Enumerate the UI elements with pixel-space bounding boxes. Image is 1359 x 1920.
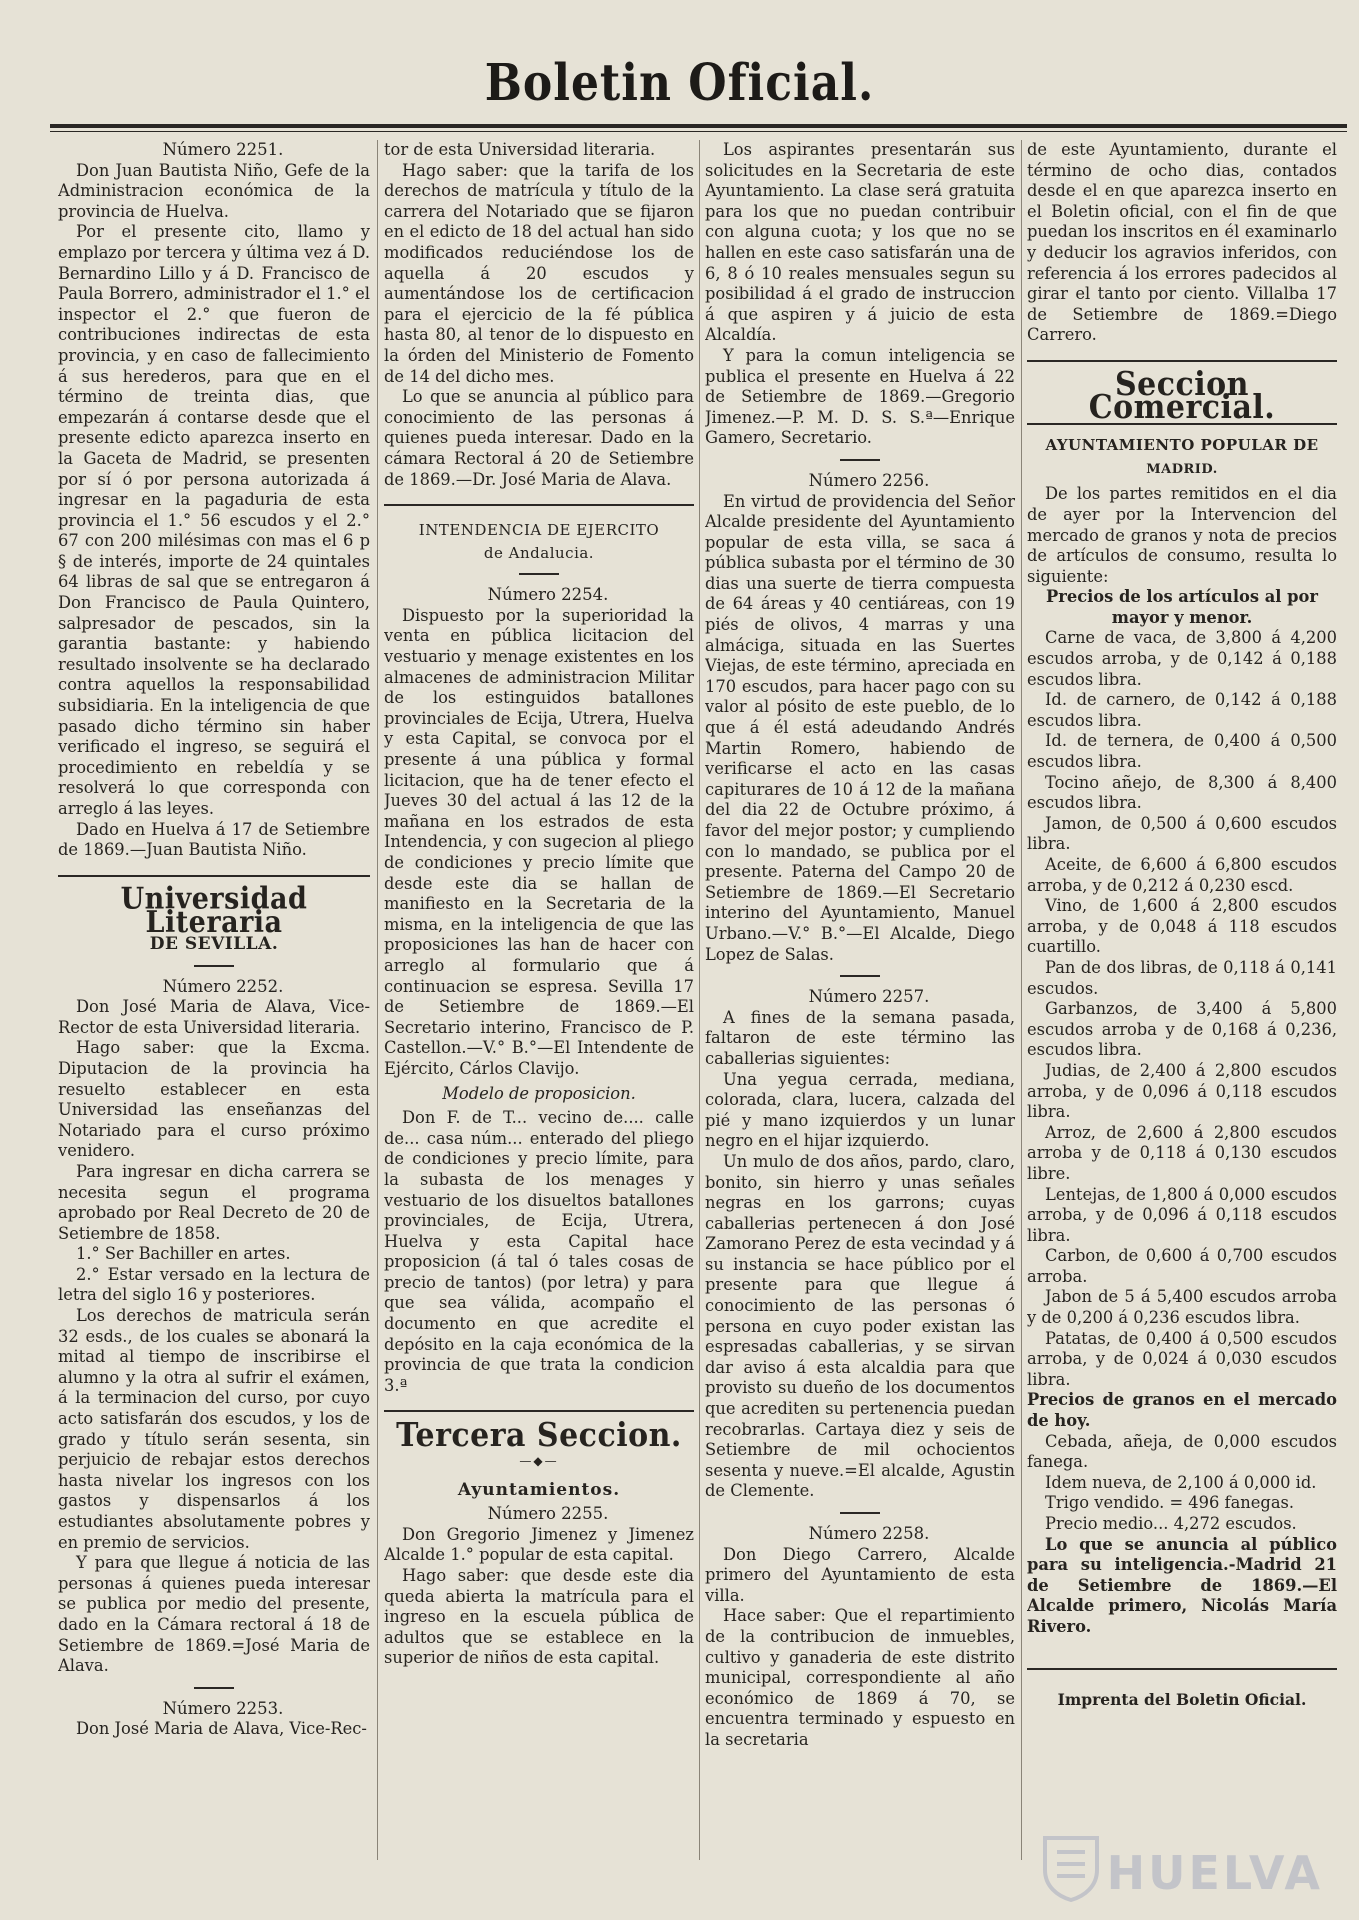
notice-number: Número 2253. — [162, 1698, 284, 1718]
notice-body: Don F. de T... vecino de.... calle de... casa núm... enterado del pliego de condiciones y precio límite, para la subasta de los menages y vestuario de los disueltos batallones provinciales, de Ecija, Utrera, Huelva y esta Capital hace proposicion (á tal ó tales cosas de precio de tantos) (por letra) y para que sea válida, acompaño el documento en que acredite el depósito en la caja económica de la provincia de que trata la condicion 3.ª — [384, 1108, 694, 1395]
notice-heading: Don Gregorio Jimenez y Jimenez Alcalde 1.° popular de esta capital. — [384, 1524, 694, 1565]
price-item: Patatas, de 0,400 á 0,500 escudos arroba, y de 0,024 á 0,030 escudos libra. — [1027, 1328, 1337, 1389]
column-4 — [1027, 140, 1337, 1900]
section-subtitle-ayuntamientos: Ayuntamientos. — [457, 1479, 621, 1500]
notice-continuation: tor de esta Universidad literaria. — [384, 140, 656, 159]
price-item: Judias, de 2,400 á 2,800 escudos arroba, y de 0,096 á 0,118 escudos libra. — [1027, 1060, 1337, 1122]
price-item: Tocino añejo, de 8,300 á 8,400 escudos libra. — [1027, 772, 1337, 813]
notice-body: Hago saber: que la tarifa de los derechos de matrícula y título de la carrera del Notariado que se fijaron en el edicto de 18 del actual han sido modificados reduciéndose los de aquella á 20 escudos y aumentándose los de certificacion para el ejercicio de la fé pública hasta 80, al tenor de lo dispuesto en la órden del Ministerio de Fomento de 14 del dicho mes. — [384, 160, 694, 386]
notice-body: Un mulo de dos años, pardo, claro, bonito, sin hierro y unas señales negras en los garrons; cuyas caballerias pertenecen á don José Zamorano Perez de esta vecindad y á su instancia se hace público por el presente para que llegue á conocimiento de las personas ó persona en cuyo poder existan las espresadas caballerias, y se sirvan dar aviso á esta alcaldia para que provisto su dueño de los documentos que acrediten su pertenencia puedan recobrarlas. Cartaya diez y seis de Setiembre de mil ochocientos sesenta y nueve.=El alcalde, Agustin de Clemente. — [705, 1151, 1015, 1501]
section-rule — [1027, 1668, 1337, 1670]
notice-body: Y para que llegue á noticia de las personas á quienes pueda interesar se publica por medio del presente, dado en la Cámara rectoral á 18 de Setiembre de 1869.=José Maria de Alava. — [58, 1553, 370, 1676]
notice-number: Número 2258. — [808, 1524, 930, 1543]
section-rule — [384, 504, 694, 506]
notice-heading: Don Juan Bautista Niño, Gefe de la Administracion económica de la provincia de Huelva. — [58, 160, 370, 221]
archive-watermark — [1023, 1836, 1323, 1908]
notice-body: Dispuesto por la superioridad la venta en pública licitacion del vestuario y menage existentes en los almacenes de administracion Militar de los estinguidos batallones provinciales de Ecija, Utrera, Huelva y esta Capital, se convoca por el presente á una pública y formal licitacion, que ha de tener efecto el Jueves 30 del actual á las 12 de la mañana en los estrados de esta Intendencia, y con sugecion al pliego de condiciones y precio límite que desde este dia se hallan de manifiesto en la Secretaria de la misma, en la inteligencia de que las proposiciones las han de hacer con arreglo al formulario que á continuacion se espresa. Sevilla 17 de Setiembre de 1869.—El Secretario interino, Francisco de P. Castellon.—V.° B.°—El Intendente de Ejército, Cárlos Clavijo. — [384, 605, 694, 1078]
short-rule — [194, 965, 234, 967]
subheading-madrid: MADRID. — [1146, 461, 1218, 477]
section-subtitle: DE SEVILLA. — [149, 933, 279, 954]
notice-body: Hago saber: que desde este dia queda abierta la matrícula para el ingreso en la escuela pública de adultos que se establece en la superior de niños de esta capital. — [384, 1566, 694, 1668]
notice-body: Por el presente cito, llamo y emplazo por tercera y última vez á D. Bernardino Lillo y á D. Francisco de Paula Borrero, administrador el 1.° el inspector el 2.° que fueron de contribuciones indirectas de esta provincia, y en caso de fallecimiento á sus herederos, para que en el término de treinta dias, que empezarán á contarse desde que el presente edicto aparezca inserto en la Gaceta de Madrid, se presenten por sí ó por persona autorizada á ingresar en la pagaduria de esta provincia el 1.° 56 escudos y el 2.° 67 con 200 milésimas con mas el 6 p § de interés, importe de 24 quintales 64 libras de sal que se entregaron á Don Francisco de Paula Quintero, salpresador de pescados, sin la garantia bastante: y habiendo resultado insolvente se ha declarado contra aquellos la responsabilidad subsidiaria. En la inteligencia de que pasado dicho término sin haber verificado el ingreso, se seguirá el procedimiento en rebeldía y se resolverá lo que corresponda con arreglo á las leyes. — [58, 222, 370, 818]
notice-signature: Dado en Huelva á 17 de Setiembre de 1869.—Juan Bautista Niño. — [58, 819, 370, 860]
section-subtitle: de Andalucia. — [483, 543, 595, 562]
section-title-universidad: Universidad Literaria — [120, 882, 308, 939]
notice-number: Número 2252. — [162, 976, 284, 996]
section-rule — [1027, 360, 1337, 362]
price-item: Id. de carnero, de 0,142 á 0,188 escudos libra. — [1027, 690, 1337, 730]
price-item: Jamon, de 0,500 á 0,600 escudos libra. — [1027, 813, 1337, 854]
watermark-text: HUELVA — [1106, 1846, 1323, 1900]
short-rule — [840, 1512, 880, 1514]
notice-number: Número 2257. — [808, 987, 930, 1007]
notice-number: Número 2251. — [162, 140, 284, 159]
notice-heading: Don Diego Carrero, Alcalde primero del Ayuntamiento de esta villa. — [705, 1544, 1015, 1605]
grain-item: Cebada, añeja, de 0,000 escudos fanega. — [1027, 1431, 1337, 1472]
notice-list-item: 1.° Ser Bachiller en artes. — [76, 1244, 291, 1264]
section-title-comercial: Seccion Comercial. — [1088, 365, 1276, 427]
short-rule — [840, 975, 880, 977]
ornament: —◆— — [519, 1454, 559, 1469]
notice-number: Número 2254. — [487, 585, 609, 605]
price-item: Carne de vaca, de 3,800 á 4,200 escudos arroba, y de 0,142 á 0,188 escudos libra. — [1027, 628, 1337, 689]
notice-body: Y para la comun inteligencia se publica el presente en Huelva á 22 de Setiembre de 1869.—Gregorio Jimenez.—P. M. D. S. S.ª—Enrique Gamero, Secretario. — [705, 345, 1015, 448]
price-item: Pan de dos libras, de 0,118 á 0,141 escudos. — [1027, 957, 1337, 998]
short-rule — [840, 459, 880, 461]
notice-body: Una yegua cerrada, mediana, colorada, clara, lucera, calzada del pié y mano izquierdos y un lunar negro en el hijar izquierdo. — [705, 1069, 1015, 1151]
price-item: Id. de ternera, de 0,400 á 0,500 escudos libra. — [1027, 731, 1337, 772]
masthead-rule — [50, 124, 1347, 128]
notice-body: En virtud de providencia del Señor Alcalde presidente del Ayuntamiento popular de esta villa, se saca á pública subasta por el término de 30 dias una suerte de tierra compuesta de 64 áreas y 40 centiáreas, con 19 piés de olivos, 4 marras y una almáciga, situada en las Suertes Viejas, de este término, apreciada en 170 escudos, para hacer pago con su valor al pósito de este pueblo, de lo que á él está adeudando Andrés Martin Romero, habiendo de verificarse el acto en las casas capiturares de 10 á 12 de la mañana del dia 22 de Octubre próximo, á favor del mejor postor; y cumpliendo con lo mandado, se publica por el presente. Paterna del Campo 20 de Setiembre de 1869.—El Secretario interino del Ayuntamiento, Manuel Urbano.—V.° B.°—El Alcalde, Diego Lopez de Salas. — [705, 491, 1015, 964]
notice-continuation: de este Ayuntamiento, durante el término de ocho dias, contados desde el en que aparezca inserto en el Boletin oficial, con el fin de que puedan los inscritos en él examinarlo y deducir los agravios inferidos, con referencia á los errores padecidos al girar el tanto por ciento. Villalba 17 de Setiembre de 1869.=Diego Carrero. — [1027, 140, 1337, 345]
notice-body: A fines de la semana pasada, faltaron de este término las caballerias siguientes: — [705, 1007, 1015, 1068]
notice-number: Número 2255. — [487, 1504, 609, 1524]
shield-icon — [1041, 1834, 1101, 1902]
closing-notice: Lo que se anuncia al público para su inteligencia.-Madrid 21 de Setiembre de 1869.—El Alcalde primero, Nicolás María Rivero. — [1027, 1534, 1337, 1636]
section-title-intendencia: INTENDENCIA DE EJERCITO — [418, 521, 660, 540]
price-item: Aceite, de 6,600 á 6,800 escudos arroba, y de 0,212 á 0,230 escd. — [1027, 855, 1337, 895]
masthead-title: Boletin Oficial. — [484, 54, 875, 113]
notice-body: Hace saber: Que el repartimiento de la contribucion de inmuebles, cultivo y ganaderia de este distrito municipal, correspondiente al año económico de 1869 á 70, se encuentra terminado y espuesto en la secretaria — [705, 1606, 1015, 1749]
prices-heading: Precios de los artículos al por mayor y menor. — [1046, 587, 1318, 627]
notice-body: Los aspirantes presentarán sus solicitudes en la Secretaria de este Ayuntamiento. La clase será gratuita para los que no puedan contribuir con alguna cuota; y los que no se hallen en este caso satisfarán una de 6, 8 ó 10 reales mensuales segun su posibilidad á el grado de instruccion á que aspiren y á juicio de esta Alcaldía. — [705, 140, 1015, 345]
notice-heading: Don José Maria de Alava, Vice-Rec- — [76, 1719, 367, 1739]
section-rule — [58, 875, 370, 877]
notice-number: Número 2256. — [808, 470, 930, 490]
price-item: Lentejas, de 1,800 á 0,000 escudos arroba, y de 0,096 á 0,118 escudos libra. — [1027, 1184, 1337, 1245]
price-item: Arroz, de 2,600 á 2,800 escudos arroba y de 0,118 á 0,130 escudos libre. — [1027, 1122, 1337, 1183]
notice-heading: Don José Maria de Alava, Vice-Rector de esta Universidad literaria. — [58, 997, 370, 1037]
section-rule — [384, 1410, 694, 1412]
column-divider — [377, 140, 378, 1860]
price-item: Vino, de 1,600 á 2,800 escudos arroba, y de 0,048 á 118 escudos cuartillo. — [1027, 896, 1337, 957]
column-1 — [58, 140, 370, 1900]
printer-imprint: Imprenta del Boletin Oficial. — [1057, 1689, 1307, 1709]
notice-body: Lo que se anuncia al público para conocimiento de las personas á quienes pueda interesar. Dado en la cámara Rectoral á 20 de Setiembre de 1869.—Dr. José Maria de Alava. — [384, 387, 694, 489]
price-item: Jabon de 5 á 5,400 escudos arroba y de 0,200 á 0,236 escudos libra. — [1027, 1287, 1337, 1328]
short-rule — [519, 573, 559, 575]
short-rule — [194, 1687, 234, 1689]
price-item: Carbon, de 0,600 á 0,700 escudos arroba. — [1027, 1246, 1337, 1286]
notice-body: Hago saber: que la Excma. Diputacion de la provincia ha resuelto establecer en esta Universidad las enseñanzas del Notariado para el curso próximo venidero. — [58, 1038, 370, 1161]
column-divider — [699, 140, 700, 1860]
masthead-rule-thin — [50, 131, 1347, 132]
column-divider — [1021, 140, 1022, 1860]
column-2 — [384, 140, 694, 1900]
grain-item: Precio medio... 4,272 escudos. — [1045, 1514, 1297, 1533]
notice-list-item: 2.° Estar versado en la lectura de letra del siglo 16 y posteriores. — [58, 1264, 370, 1305]
price-item: Garbanzos, de 3,400 á 5,800 escudos arroba y de 0,168 á 0,236, escudos libra. — [1027, 999, 1337, 1060]
grain-item: Trigo vendido. = 496 fanegas. — [1045, 1493, 1295, 1513]
grain-heading: Precios de granos en el mercado de hoy. — [1027, 1390, 1337, 1431]
section-title-tercera: Tercera Seccion. — [396, 1416, 682, 1456]
subheading-modelo: Modelo de proposicion. — [442, 1083, 636, 1103]
column-3 — [705, 140, 1015, 1900]
grain-item: Idem nueva, de 2,100 á 0,000 id. — [1045, 1472, 1317, 1492]
notice-body: Los derechos de matricula serán 32 esds., de los cuales se abonará la mitad al tiempo de inscribirse el alumno y la otra al sufrir el exámen, á la terminacion del curso, por cuyo acto satisfarán dos escudos, y los de grado y título serán sesenta, sin perjuicio de rebajar estos derechos hasta nivelar los ingresos con los gastos y dispensarlos á los estudiantes absolutamente pobres y en premio de servicios. — [58, 1306, 370, 1552]
notice-body: Para ingresar en dicha carrera se necesita segun el programa aprobado por Real Decreto de 20 de Setiembre de 1858. — [58, 1161, 370, 1243]
subheading-ayuntamiento: AYUNTAMIENTO POPULAR DE — [1045, 436, 1319, 455]
market-intro: De los partes remitidos en el dia de ayer por la Intervencion del mercado de granos y nota de precios de artículos de consumo, resulta lo siguiente: — [1027, 484, 1337, 586]
